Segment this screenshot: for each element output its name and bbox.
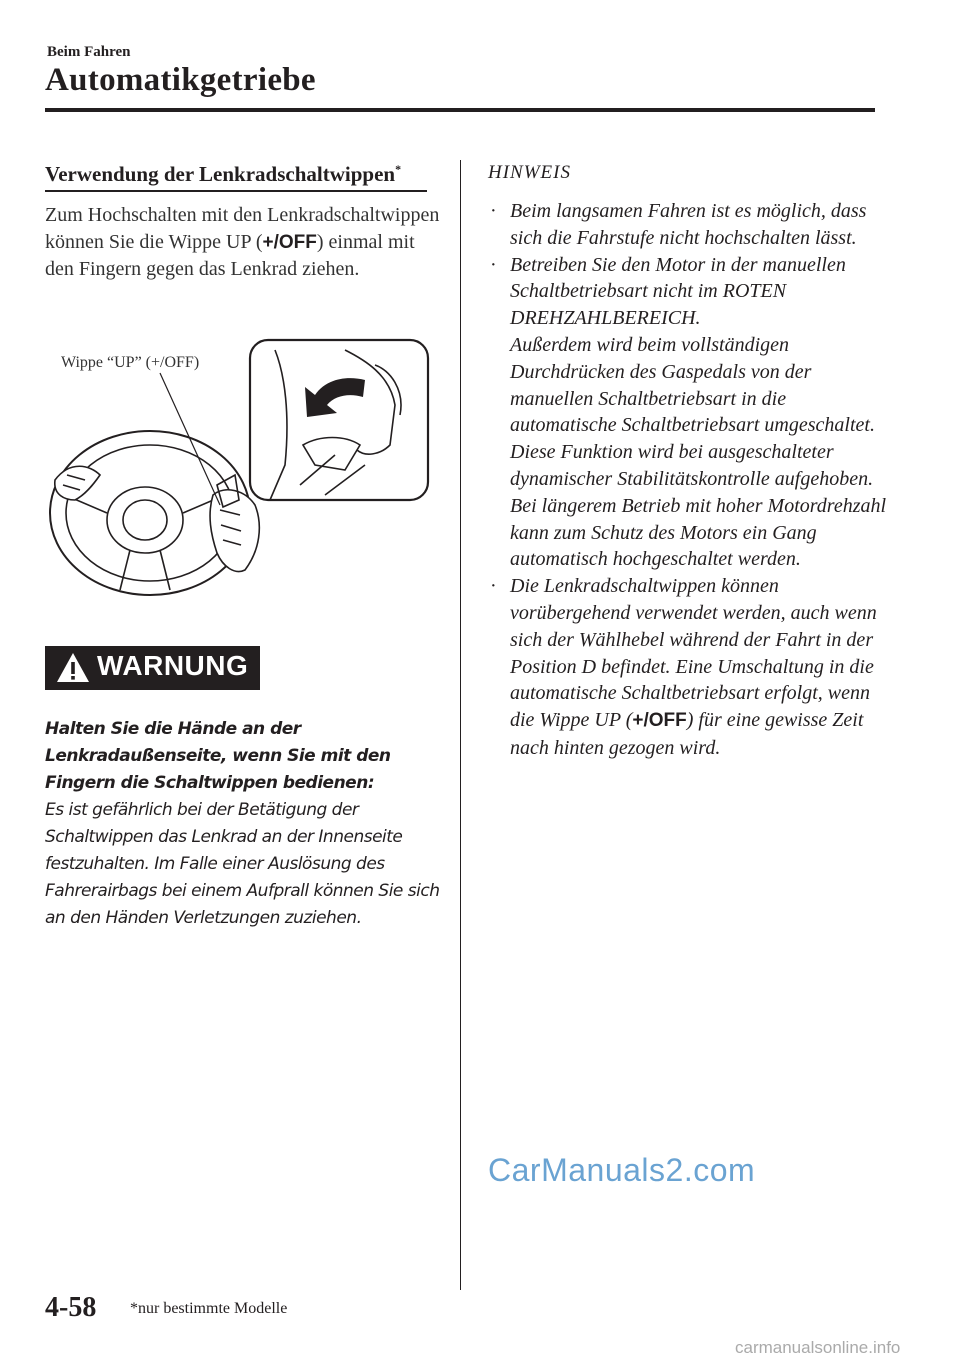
subsection-heading	[45, 162, 427, 192]
off-symbol: +/OFF	[632, 710, 687, 732]
note-text: Betreiben Sie den Motor in der manuellen Schaltbetriebsart nicht im ROTEN DREHZAHLBEREICH.	[510, 253, 846, 330]
warning-text	[45, 716, 445, 932]
site-watermark: carmanualsonline.info	[735, 1338, 901, 1357]
note-item	[490, 252, 890, 574]
warning-badge	[45, 646, 260, 690]
warning-label: WARNUNG	[97, 650, 249, 681]
off-symbol: +/OFF	[262, 232, 317, 253]
note-text: ) für eine gewisse Zeit nach hinten gezogen wird.	[510, 709, 864, 759]
paddle-shifter-illustration	[45, 335, 440, 625]
watermark-logo: CarManuals2.com	[488, 1152, 756, 1188]
bullet: ·	[490, 253, 497, 276]
section-title: Automatikgetriebe	[45, 62, 316, 98]
page-number: 4-58	[45, 1292, 97, 1323]
warning-bold-text: Halten Sie die Hände an der Lenkradaußenseite, wenn Sie mit den Fingern die Schaltwippen bedienen:	[45, 719, 391, 793]
bullet: ·	[490, 575, 497, 598]
note-title: HINWEIS	[488, 162, 571, 183]
intro-before: Zum Hochschalten mit den Lenkradschaltwippen können Sie die Wippe UP (	[45, 204, 440, 253]
chapter-label: Beim Fahren	[47, 44, 131, 60]
bullet: ·	[490, 200, 497, 222]
steering-wheel-drawing	[45, 335, 440, 625]
intro-paragraph	[45, 202, 445, 283]
note-text: Außerdem wird beim vollständigen Durchdrücken des Gaspedals von der manuellen Schaltbetriebsart in die automatische Schaltbetriebsart umgeschaltet.	[510, 333, 875, 437]
note-list	[490, 198, 890, 762]
note-text: Beim langsamen Fahren ist es möglich, dass sich die Fahrstufe nicht hochschalten lässt.	[510, 200, 867, 249]
intro-after: ) einmal mit den Fingern gegen das Lenkrad ziehen.	[45, 231, 415, 280]
note-text: Diese Funktion wird bei ausgeschalteter dynamischer Stabilitätskontrolle aufgehoben. Bei längerem Betrieb mit hoher Motordrehzahl kann zum Schutz des Motors ein Gang automatisch hochgeschaltet werden.	[510, 441, 887, 571]
header-rule	[45, 108, 875, 112]
note-item	[490, 198, 890, 252]
footnote: *nur bestimmte Modelle	[130, 1300, 288, 1317]
warning-triangle-icon	[55, 651, 91, 685]
column-divider	[460, 160, 461, 1290]
note-item	[490, 573, 890, 762]
heading-text: Verwendung der Lenkradschaltwippen	[45, 162, 396, 186]
warning-body-text: Es ist gefährlich bei der Betätigung der Schaltwippen das Lenkrad an der Innenseite festzuhalten. Im Falle einer Auslösung des Fahrerairbags bei einem Aufprall können Sie sich an den Händen Verletzungen zuziehen.	[45, 800, 440, 928]
note-text: Die Lenkradschaltwippen können vorübergehend verwendet werden, auch wenn sich der Wählhebel während der Fahrt in der Position D befindet. Eine Umschaltung in die automatische Schaltbetriebsart erfolgt, wenn die Wippe UP (	[510, 575, 877, 732]
figure-callout-label: Wippe “UP” (+/OFF)	[61, 354, 200, 371]
model-mark: *	[395, 162, 402, 176]
